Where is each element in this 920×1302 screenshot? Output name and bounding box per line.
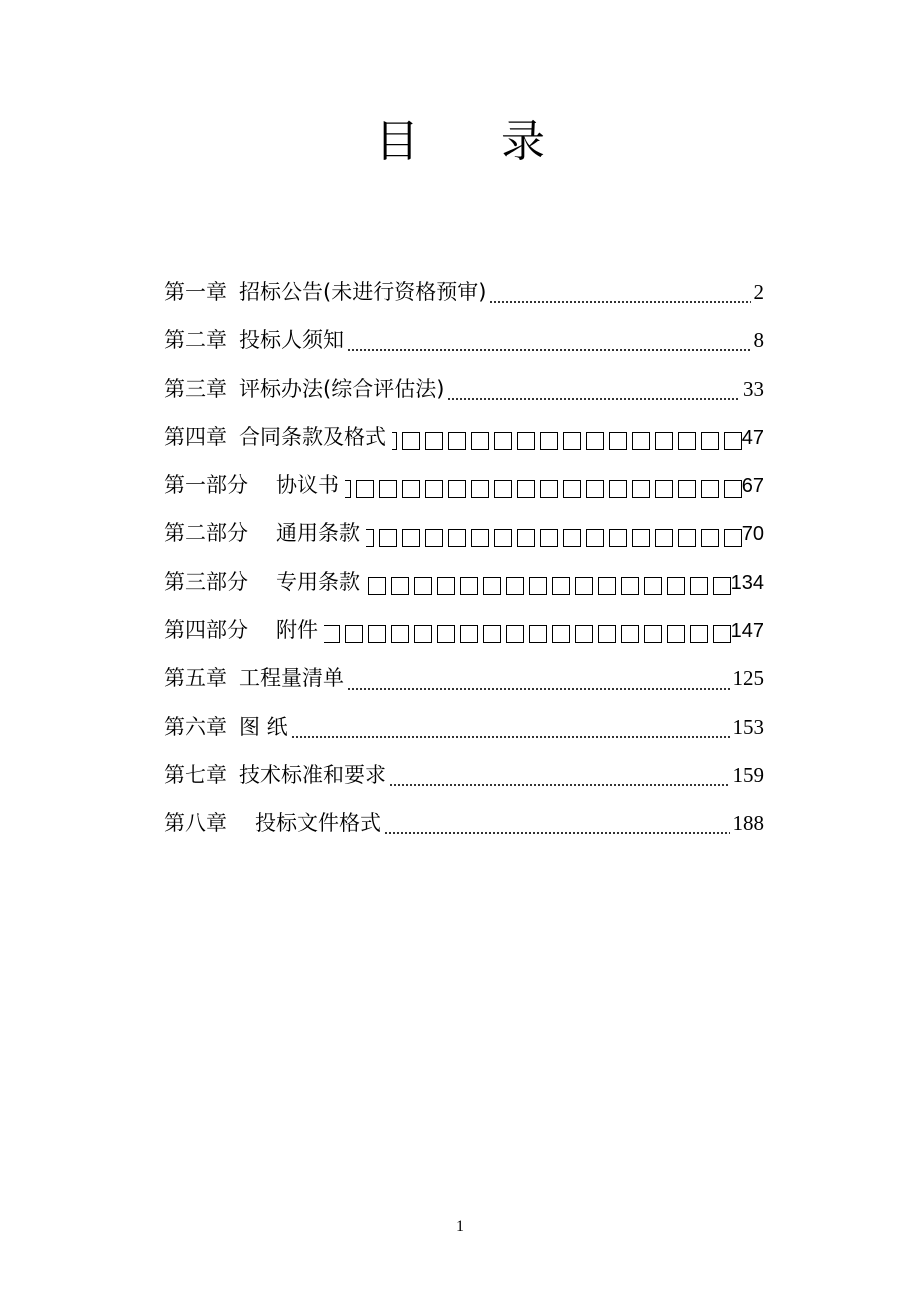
toc-page-number: 159 [732,762,764,787]
toc-chapter-label: 第七章 [164,762,227,787]
missing-glyph-box [552,577,570,595]
missing-glyph-leader [345,480,742,498]
toc-entry-title: 通用条款 [276,521,360,546]
missing-glyph-box [575,577,593,595]
missing-glyph-box [678,529,696,547]
toc-page-number: 188 [732,811,764,836]
missing-glyph-box [621,625,639,643]
toc-entry-title: 附件 [276,618,318,643]
dot-leader [447,398,740,400]
toc-chapter-label: 第五章 [164,666,227,691]
toc-entry-part-1[interactable] [164,465,764,513]
missing-glyph-box [724,432,742,450]
missing-glyph-box [621,577,639,595]
dot-leader [389,784,730,786]
toc-entry-chapter-5[interactable] [164,658,764,706]
missing-glyph-box [471,480,489,498]
missing-glyph-box [517,432,535,450]
toc-page-number: 125 [732,666,764,691]
missing-glyph-box [598,577,616,595]
toc-entry-title: 技术标准和要求 [239,762,386,787]
missing-glyph-box [529,577,547,595]
toc-entry-chapter-6[interactable] [164,707,764,755]
missing-glyph-box [540,480,558,498]
missing-glyph-box [563,529,581,547]
missing-glyph-box [494,529,512,547]
dot-leader [291,736,730,738]
missing-glyph-box [379,529,397,547]
missing-glyph-box [655,529,673,547]
missing-glyph-box [644,625,662,643]
table-of-contents [164,272,764,852]
toc-chapter-label: 第三章 [164,376,227,401]
page-title: 目 录 [375,116,579,167]
missing-glyph-box [586,529,604,547]
toc-entry-title: 协议书 [276,473,339,498]
toc-chapter-label: 第一章 [164,280,227,304]
missing-glyph-box [414,625,432,643]
toc-entry-chapter-4[interactable] [164,417,764,465]
missing-glyph-leader [366,577,731,595]
missing-glyph-box [632,432,650,450]
toc-entry-title: 合同条款及格式 [239,424,386,449]
missing-glyph-box [690,577,708,595]
missing-glyph-box [655,480,673,498]
toc-entry-chapter-2[interactable] [164,320,764,368]
missing-glyph-box [552,625,570,643]
dot-leader [489,301,750,303]
toc-entry-title: 专用条款 [276,569,360,594]
missing-glyph-box [575,625,593,643]
toc-chapter-label: 第二章 [164,328,227,353]
toc-chapter-label: 第三部分 [164,569,248,594]
toc-chapter-label: 第六章 [164,714,227,739]
toc-entry-title: 投标文件格式 [255,811,381,836]
missing-glyph-box [586,432,604,450]
toc-page-number: 70 [741,523,764,546]
toc-entry-chapter-8[interactable] [164,803,764,851]
missing-glyph-box [483,625,501,643]
missing-glyph-leader [366,529,742,547]
toc-chapter-label: 第八章 [164,811,227,836]
missing-glyph-leader [324,625,731,643]
toc-chapter-label: 第四部分 [164,618,248,643]
missing-glyph-box [540,529,558,547]
missing-glyph-box [517,480,535,498]
missing-glyph-box [701,529,719,547]
toc-chapter-label: 第二部分 [164,521,248,546]
missing-glyph-box [345,625,363,643]
missing-glyph-box [529,625,547,643]
missing-glyph-box [471,432,489,450]
missing-glyph-leader [392,432,742,450]
toc-entry-title: 投标人须知 [239,328,344,353]
toc-page-number: 47 [741,426,764,449]
missing-glyph-box [483,577,501,595]
toc-page-number: 134 [730,571,764,594]
toc-entry-title: 招标公告(未进行资格预审) [239,280,487,304]
dot-leader [384,832,730,834]
missing-glyph-box [402,432,420,450]
toc-entry-title: 工程量清单 [239,666,344,691]
toc-page-number: 153 [732,714,764,739]
missing-glyph-box [345,480,351,498]
missing-glyph-box [563,432,581,450]
missing-glyph-box [448,432,466,450]
missing-glyph-box [448,480,466,498]
missing-glyph-box [609,529,627,547]
missing-glyph-box [609,480,627,498]
missing-glyph-box [632,529,650,547]
missing-glyph-box [391,625,409,643]
missing-glyph-box [713,625,731,643]
missing-glyph-box [563,480,581,498]
missing-glyph-box [701,432,719,450]
missing-glyph-box [724,529,742,547]
missing-glyph-box [402,529,420,547]
missing-glyph-box [425,432,443,450]
missing-glyph-box [402,480,420,498]
toc-entry-part-2[interactable] [164,513,764,561]
missing-glyph-box [437,577,455,595]
page-number-footer: 1 [456,1218,464,1235]
missing-glyph-box [425,480,443,498]
missing-glyph-box [324,625,340,643]
missing-glyph-box [437,625,455,643]
toc-page-number: 33 [743,376,764,401]
missing-glyph-box [391,577,409,595]
missing-glyph-box [506,577,524,595]
missing-glyph-box [655,432,673,450]
toc-chapter-label: 第一部分 [164,473,248,498]
toc-entry-chapter-7[interactable] [164,755,764,803]
missing-glyph-box [392,432,397,450]
missing-glyph-box [540,432,558,450]
toc-entry-chapter-1[interactable] [164,272,764,320]
missing-glyph-box [678,480,696,498]
toc-chapter-label: 第四章 [164,424,227,449]
dot-leader [347,349,751,351]
missing-glyph-box [586,480,604,498]
missing-glyph-box [448,529,466,547]
toc-entry-chapter-3[interactable] [164,369,764,417]
missing-glyph-box [494,480,512,498]
missing-glyph-box [506,625,524,643]
toc-entry-title: 图 纸 [239,714,288,739]
toc-entry-title: 评标办法(综合评估法) [239,376,445,401]
toc-entry-part-4[interactable] [164,610,764,658]
missing-glyph-box [667,577,685,595]
toc-page-number: 8 [753,328,764,353]
missing-glyph-box [609,432,627,450]
missing-glyph-box [460,625,478,643]
toc-page-number: 2 [753,280,764,304]
missing-glyph-box [690,625,708,643]
missing-glyph-box [471,529,489,547]
missing-glyph-box [494,432,512,450]
missing-glyph-box [368,577,386,595]
dot-leader [347,688,730,690]
missing-glyph-box [701,480,719,498]
missing-glyph-box [368,625,386,643]
missing-glyph-box [356,480,374,498]
missing-glyph-box [667,625,685,643]
missing-glyph-box [713,577,731,595]
missing-glyph-box [678,432,696,450]
missing-glyph-box [517,529,535,547]
missing-glyph-box [724,480,742,498]
toc-page-number: 147 [730,620,764,643]
missing-glyph-box [425,529,443,547]
missing-glyph-box [366,529,374,547]
missing-glyph-box [414,577,432,595]
missing-glyph-box [379,480,397,498]
toc-entry-part-3[interactable] [164,562,764,610]
missing-glyph-box [644,577,662,595]
missing-glyph-box [598,625,616,643]
missing-glyph-box [460,577,478,595]
toc-page-number: 67 [741,475,764,498]
missing-glyph-box [632,480,650,498]
